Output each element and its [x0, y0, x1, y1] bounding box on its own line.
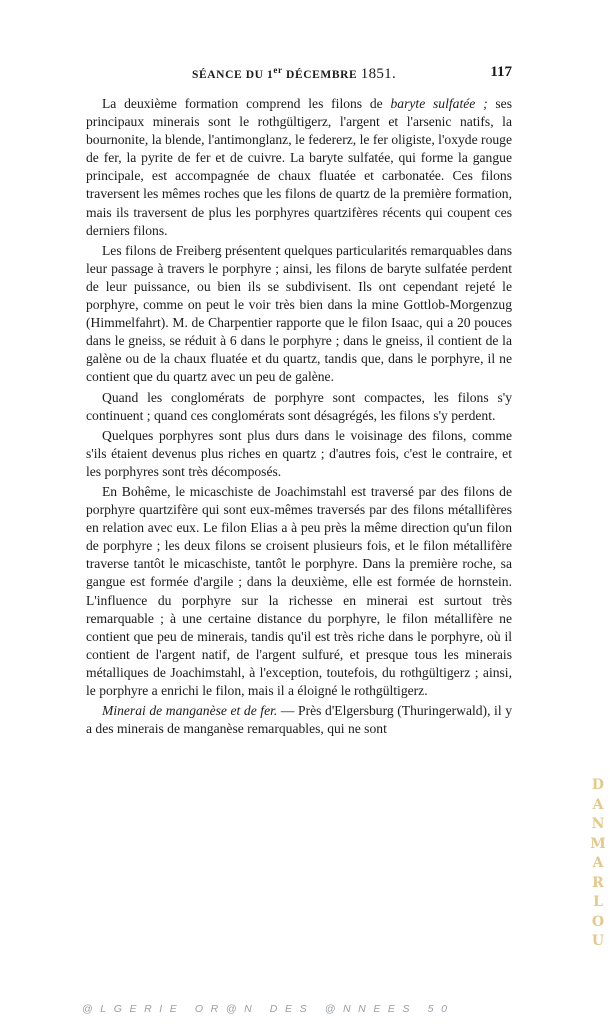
- paragraph: [86, 95, 512, 240]
- paragraph-lead: Les filons de Freiberg présentent quelques particularités remarquables dans leur passage à travers le porphyre ; ainsi, les filons de baryte sulfatée perdent de leur puissance, ou bien ils se subdivisent. Ils ont cependant rejeté le porphyre, comme on peut le voir très bien dans la mine Gottlob-Morgenzug (Himmelfahrt). M. de Charpentier rapporte que le filon Isaac, qui a 20 pouces dans le gneiss, se réduit à 6 dans le porphyre ; dans le gneiss, il contient de la galène ou de la chaux fluatée et du quartz, tandis que, dans le porphyre, il ne contient que du quartz avec un peu de galène.: [86, 242, 512, 385]
- running-title-superscript: er: [273, 65, 283, 76]
- side-watermark: DANMARLOU: [590, 777, 606, 949]
- paragraph: [86, 483, 512, 700]
- paragraph-lead: Quand les conglomérats de porphyre sont compactes, les filons s'y continuent ; quand ces conglomérats sont désagrégés, les filons s'y perdent.: [86, 389, 512, 423]
- paragraph-lead: La deuxième formation comprend les filons de: [102, 96, 391, 111]
- running-title-year: 1851.: [360, 66, 397, 82]
- paragraph-rest: ses principaux minerais sont le rothgültigerz, l'argent et l'arsenic natifs, la bournonite, la blende, l'antimonglanz, le federerz, le fer oligiste, l'oxyde rouge de fer, la pyrite de fer et de cuivre. La baryte sulfatée, qui forme la gangue principale, est accompagnée de chaux fluatée et carbonatée. Ces filons traversent les mêmes roches que les filons de quartz de la première formation, mais ils traversent de plus les porphyres quartzifères récents qui coupent ces derniers filons.: [86, 96, 513, 238]
- running-title: [192, 66, 396, 83]
- paragraph: [86, 702, 512, 738]
- paragraph-lead: Quelques porphyres sont plus durs dans le voisinage des filons, comme s'ils étaient devenus plus riches en quartz ; d'autres fois, c'est le contraire, et les porphyres sont très décomposés.: [86, 427, 512, 479]
- running-title-day: 1: [267, 69, 274, 81]
- page-number: 117: [490, 64, 512, 80]
- paragraph: [86, 389, 512, 425]
- page-header: [88, 66, 512, 86]
- paragraph: [86, 242, 512, 387]
- section-heading: Minerai de manganèse et de fer.: [102, 703, 278, 719]
- body-text: [86, 95, 512, 738]
- paragraph: [86, 427, 512, 481]
- paragraph-rest: — Près d'Elgersburg (Thuringerwald), il y a des minerais de manganèse remarquables, qui ne sont: [86, 703, 512, 737]
- running-title-pre: SÉANCE DU: [192, 69, 268, 81]
- paragraph-emphasis: baryte sulfatée ;: [390, 96, 488, 111]
- footer-watermark-text: @LGERIE OR@N DES @NNEES 50: [82, 1003, 455, 1015]
- running-title-month: DÉCEMBRE: [282, 69, 361, 81]
- paragraph-lead: En Bohême, le micaschiste de Joachimstahl est traversé par des filons de porphyre quartzifère qui sont eux-mêmes traversés par des filons métallifères en relation avec eux. Le filon Elias a à peu près la même direction qu'un filon de porphyre ; les deux filons se croisent plusieurs fois, et le filon métallifère traverse tantôt le micaschiste, tantôt le porphyre. Dans la première roche, sa gangue est formée d'argile ; dans la deuxième, elle est formée de hornstein. L'influence du porphyre sur la richesse en minerai est surtout très remarquable ; à une certaine distance du porphyre, le filon métallifère ne contient que peu de minerais, tandis qu'il est très riche dans le porphyre, où il contient de l'argent natif, de l'argent sulfuré, et presque tous les minerais métalliques de Joachimstahl, à l'exception, toutefois, du rothgültigerz ; ainsi, le porphyre a enrichi le filon, mais il a éloigné le rothgültigerz.: [86, 483, 512, 698]
